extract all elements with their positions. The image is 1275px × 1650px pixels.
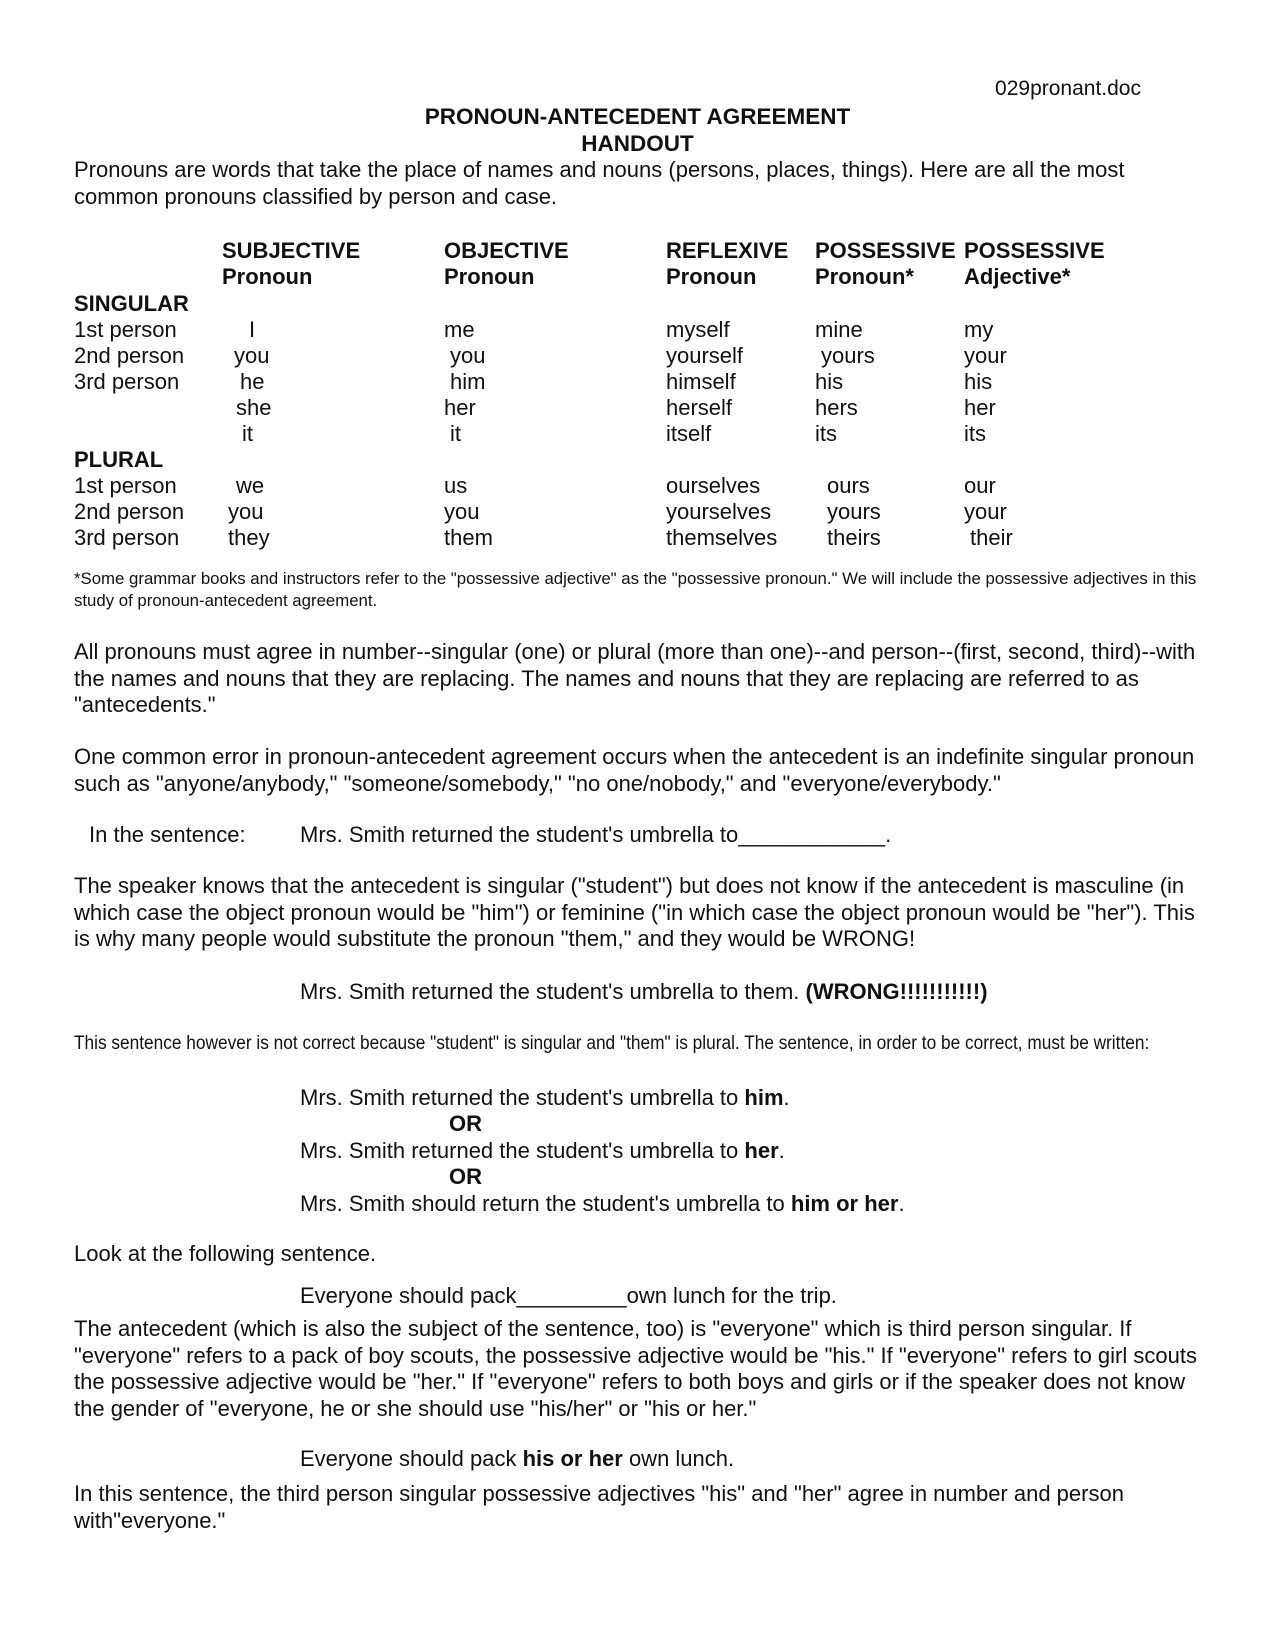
wrong-example [300, 979, 988, 1005]
correct-example-him-or-her [300, 1191, 905, 1217]
table-cell: myself [666, 317, 730, 342]
wrong-example-text: Mrs. Smith returned the student's umbrella to them. [300, 979, 806, 1004]
section-plural: PLURAL [74, 447, 164, 472]
example-text: own lunch. [622, 1446, 735, 1471]
table-cell: yours [821, 343, 875, 368]
table-cell: him [450, 369, 486, 394]
section-singular: SINGULAR [74, 291, 189, 316]
table-cell: us [444, 473, 468, 498]
row-person: 2nd person [74, 343, 185, 368]
table-cell: her [444, 395, 476, 420]
table-cell: I [249, 317, 256, 342]
final-paragraph: In this sentence, the third person singular possessive adjectives "his" and "her" agree in number and person with"everyone." [74, 1481, 1124, 1533]
header-possessive-adjective: POSSESSIVE [964, 238, 1105, 263]
example-text: Everyone should pack [300, 1446, 523, 1471]
table-cell: himself [666, 369, 736, 394]
table-cell: your [964, 343, 1007, 368]
table-cell: his [815, 369, 844, 394]
file-name: 029pronant.doc [995, 77, 1141, 100]
table-cell: yourselves [666, 499, 772, 524]
table-cell: them [444, 525, 493, 550]
header-possessive-pronoun: POSSESSIVE [815, 238, 956, 263]
everyone-blank-example: Everyone should pack_________own lunch for the trip. [300, 1283, 837, 1308]
example-bold: him or her [790, 1191, 899, 1216]
table-cell: you [450, 343, 486, 368]
example-bold: him [744, 1085, 784, 1110]
correct-example-him [300, 1085, 790, 1111]
header-objective-sub: Pronoun [444, 264, 535, 289]
sentence-label: In the sentence: [89, 822, 246, 847]
everyone-correct-example [300, 1446, 734, 1472]
look-at-line: Look at the following sentence. [74, 1241, 377, 1266]
header-objective: OBJECTIVE [444, 238, 569, 263]
table-cell: yours [827, 499, 881, 524]
not-correct-paragraph: This sentence however is not correct because "student" is singular and "them" is plural. The sentence, in order to be correct, must be written: [74, 1033, 1150, 1054]
row-person: 2nd person [74, 499, 185, 524]
table-cell: ours [827, 473, 870, 498]
table-cell: its [964, 421, 986, 446]
table-cell: their [970, 525, 1013, 550]
page-title: PRONOUN-ANTECEDENT AGREEMENT [424, 104, 851, 129]
common-error-paragraph: One common error in pronoun-antecedent agreement occurs when the antecedent is an indefinite singular pronoun such as "anyone/anybody," "someone/somebody," "no one/nobody," and "everyone/everybody." [74, 744, 1195, 796]
table-cell: its [815, 421, 837, 446]
table-cell: he [240, 369, 265, 394]
footnote: *Some grammar books and instructors refer to the "possessive adjective" as the "possessive pronoun." We will include the possessive adjectives in this study of pronoun-antecedent agreement. [74, 569, 1197, 610]
header-reflexive-sub: Pronoun [666, 264, 757, 289]
table-cell: our [964, 473, 996, 498]
table-cell: me [444, 317, 475, 342]
table-cell: mine [815, 317, 863, 342]
table-cell: themselves [666, 525, 778, 550]
table-cell: it [242, 421, 253, 446]
example-text: . [778, 1138, 785, 1163]
table-cell: her [964, 395, 996, 420]
example-text: . [898, 1191, 905, 1216]
or-label: OR [449, 1164, 482, 1189]
sentence-example: Mrs. Smith returned the student's umbrella to____________. [300, 822, 892, 847]
example-text: Mrs. Smith returned the student's umbrella to [300, 1085, 745, 1110]
table-cell: you [234, 343, 270, 368]
header-possessive-pronoun-sub: Pronoun* [815, 264, 914, 289]
table-cell: itself [666, 421, 712, 446]
agreement-paragraph: All pronouns must agree in number--singular (one) or plural (more than one)--and person--(first, second, third)--with the names and nouns that they are replacing. The names and nouns that they are replacing are referred to as "antecedents." [74, 639, 1196, 717]
example-text: Mrs. Smith should return the student's umbrella to [300, 1191, 791, 1216]
intro-paragraph: Pronouns are words that take the place of names and nouns (persons, places, things). Here are all the most common pronouns classified by person and case. [74, 157, 1125, 209]
example-bold: his or her [522, 1446, 623, 1471]
table-cell: hers [815, 395, 858, 420]
example-bold: her [744, 1138, 779, 1163]
header-subjective: SUBJECTIVE [222, 238, 361, 263]
row-person: 3rd person [74, 369, 180, 394]
antecedent-paragraph: The antecedent (which is also the subject of the sentence, too) is "everyone" which is third person singular. If "everyone" refers to a pack of boy scouts, the possessive adjective would be "his." If "everyone" refers to girl scouts the possessive adjective would be "her." If "everyone" refers to both boys and girls or if the speaker does not know the gender of "everyone, he or she should use "his/her" or "his or her." [74, 1316, 1197, 1421]
table-cell: yourself [666, 343, 744, 368]
table-cell: his [964, 369, 993, 394]
table-cell: your [964, 499, 1007, 524]
table-cell: they [228, 525, 270, 550]
example-text: . [783, 1085, 790, 1110]
page-subtitle: HANDOUT [581, 131, 694, 156]
row-person: 3rd person [74, 525, 180, 550]
header-possessive-adjective-sub: Adjective* [964, 264, 1071, 289]
table-cell: theirs [827, 525, 881, 550]
table-cell: she [236, 395, 272, 420]
speaker-paragraph: The speaker knows that the antecedent is singular ("student") but does not know if the antecedent is masculine (in which case the object pronoun would be "him") or feminine ("in which case the object pronoun would be "her"). This is why many people would substitute the pronoun "them," and they would be WRONG! [74, 873, 1195, 951]
wrong-example-flag: (WRONG!!!!!!!!!!!) [805, 979, 988, 1004]
table-cell: herself [666, 395, 733, 420]
example-text: Mrs. Smith returned the student's umbrella to [300, 1138, 745, 1163]
table-cell: we [236, 473, 265, 498]
table-cell: you [444, 499, 480, 524]
correct-example-her [300, 1138, 785, 1164]
table-cell: it [450, 421, 461, 446]
row-person: 1st person [74, 473, 177, 498]
table-cell: ourselves [666, 473, 761, 498]
table-cell: my [964, 317, 994, 342]
table-cell: you [228, 499, 264, 524]
row-person: 1st person [74, 317, 177, 342]
or-label: OR [449, 1111, 482, 1136]
header-subjective-sub: Pronoun [222, 264, 313, 289]
header-reflexive: REFLEXIVE [666, 238, 789, 263]
